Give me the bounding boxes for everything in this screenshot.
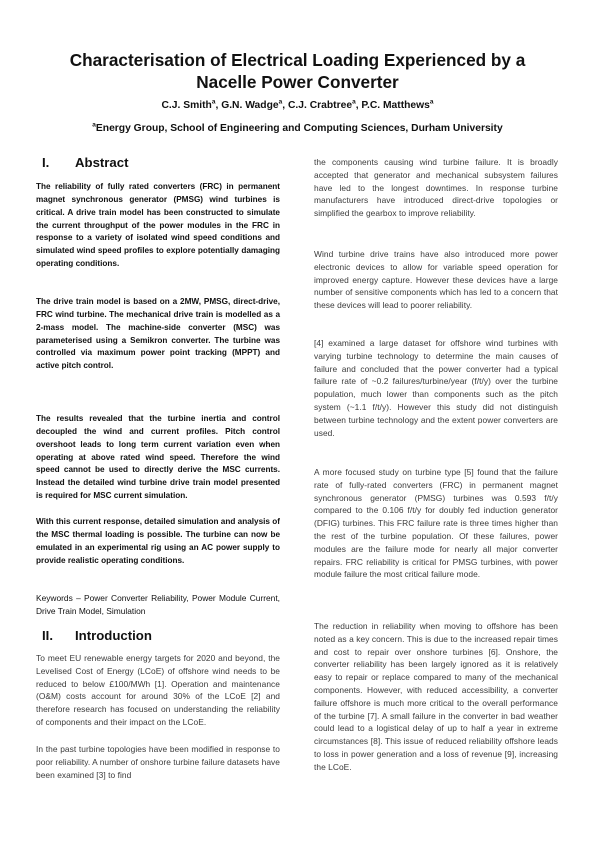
title-line-2: Nacelle Power Converter (196, 72, 399, 92)
author-superscript: a (211, 98, 216, 106)
body-paragraph: the components causing wind turbine failure. It is broadly accepted that generator and mechanical subsystem failures have led to the longest downtimes. In response turbine manufacturers have introduced direct-drive topologies or simplified the gearbox to improve reliability. (314, 157, 558, 219)
section-title: Introduction (75, 628, 152, 643)
body-paragraph: [4] examined a large dataset for offshore wind turbines with varying turbine technology to determine the main causes of failure and concluded that the power converter had a typical failure rate of ~0.2 failures/turbine/year (f/t/y) over the turbine population, much lower than components such as the pitch system (~1.1 f/t/y). However this study did not distinguish between turbine technology and the extent power converters are used. (314, 338, 558, 438)
keywords: Keywords – Power Converter Reliability, Power Module Current, Drive Train Model, Simulation (36, 593, 280, 616)
body-paragraph: To meet EU renewable energy targets for 2020 and beyond, the Levelised Cost of Energy (LCoE) of offshore wind needs to be reduced to below £100/MWh [1]. Operation and maintenance (O&M) costs account for around 30% of the LCoE [2] and therefore research has focused on understanding the reliability of components and their impact on the LCoE. (36, 653, 280, 727)
author-name: C.J. Smith (161, 100, 212, 111)
affiliation-superscript: a (92, 121, 96, 129)
body-paragraph: In the past turbine topologies have been modified in response to poor reliability. A number of onshore turbine failure datasets have been examined [3] to find (36, 744, 280, 780)
abstract-paragraph: The reliability of fully rated converters (FRC) in permanent magnet synchronous generator (PMSG) wind turbines is critical. A drive train model has been constructed to simulate the current throughput of the power modules in the FRC in response to a variety of isolated wind speed conditions and simulated wind speed profiles to explore potentially damaging operating conditions. (36, 182, 280, 269)
abstract-paragraph: With this current response, detailed simulation and analysis of the MSC thermal loading is possible. The turbine can now be emulated in an experimental rig using an AC power supply to provide realistic operating conditions. (36, 517, 280, 565)
author-name: P.C. Matthews (361, 100, 430, 111)
affiliation-text: Energy Group, School of Engineering and Computing Sciences, Durham University (95, 123, 503, 134)
paper-title (36, 49, 559, 93)
abstract-heading (36, 155, 129, 171)
body-paragraph: Wind turbine drive trains have also introduced more power electronic devices to allow for variable speed operation for improved energy capture. However these devices have a large number of sensitive components which has led to a concern that these devices will lead to poorer reliability. (314, 249, 558, 311)
section-title: Abstract (75, 155, 129, 170)
section-number: II. (42, 628, 53, 643)
author-name: G.N. Wadge (221, 100, 279, 111)
section-number: I. (42, 155, 50, 170)
introduction-heading (36, 628, 152, 644)
body-paragraph: The reduction in reliability when moving to offshore has been noted as a key concern. This is due to the increased repair times and cost to repair over onshore turbines [6]. Onshore, the converter reliability has been largely ignored as it is relatively easy to repair or replace compared to many of the mechanical components. However, with reduced accessibility, a converter failure offshore is much more critical to the overall performance of the turbine [7]. A small failure in the converter in bad weather could lead to a logistical delay of up to half a year in extreme circumstances [8]. This issue of reduced reliability offshore leads to loss in power generation and a loss of revenue [9], increasing the LCoE. (314, 621, 558, 772)
author-superscript: a (278, 98, 283, 106)
author-list: C.J. Smith$^a$, G.N. Wadge$^a$, C.J. Crabtree$^a$, P.C. Matthews$^a$ (161, 98, 434, 111)
body-paragraph: A more focused study on turbine type [5] found that the failure rate of fully-rated converters (FRC) in permanent magnet synchronous generator (PMSG) turbines was 0.593 f/t/y compared to the 0.106 f/t/y for doubly fed induction generator (DFIG) turbines. This FRC failure rate is three times higher than the rest of the turbine population. Of these failures, power modules are the failure mode for nearly all major converter repairs. FRC reliability is critical for PMSG turbines, with power module failure the most critical failure mode. (314, 467, 558, 580)
author-superscript: a (429, 98, 434, 106)
author-name: C.J. Crabtree (287, 100, 353, 111)
abstract-paragraph: The drive train model is based on a 2MW, PMSG, direct-drive, FRC wind turbine. The mechanical drive train is modelled as a 2-mass model. The machine-side converter (MSC) was parameterised using a Semikron converter. The turbine was controlled via maximum power point tracking (MPPT) and active pitch control. (36, 297, 280, 371)
abstract-paragraph: The results revealed that the turbine inertia and control decoupled the wind and current profiles. Pitch control overshoot leads to long term current variation even when operating at above rated wind speed. Therefore the wind speed cannot be used to directly derive the MSC currents. Instead the detailed wind turbine drive train model presented is required for MSC current simulation. (36, 414, 280, 501)
affiliation (36, 121, 559, 137)
author-superscript: a (352, 98, 356, 106)
title-line-1: Characterisation of Electrical Loading Experienced by a (69, 50, 526, 70)
